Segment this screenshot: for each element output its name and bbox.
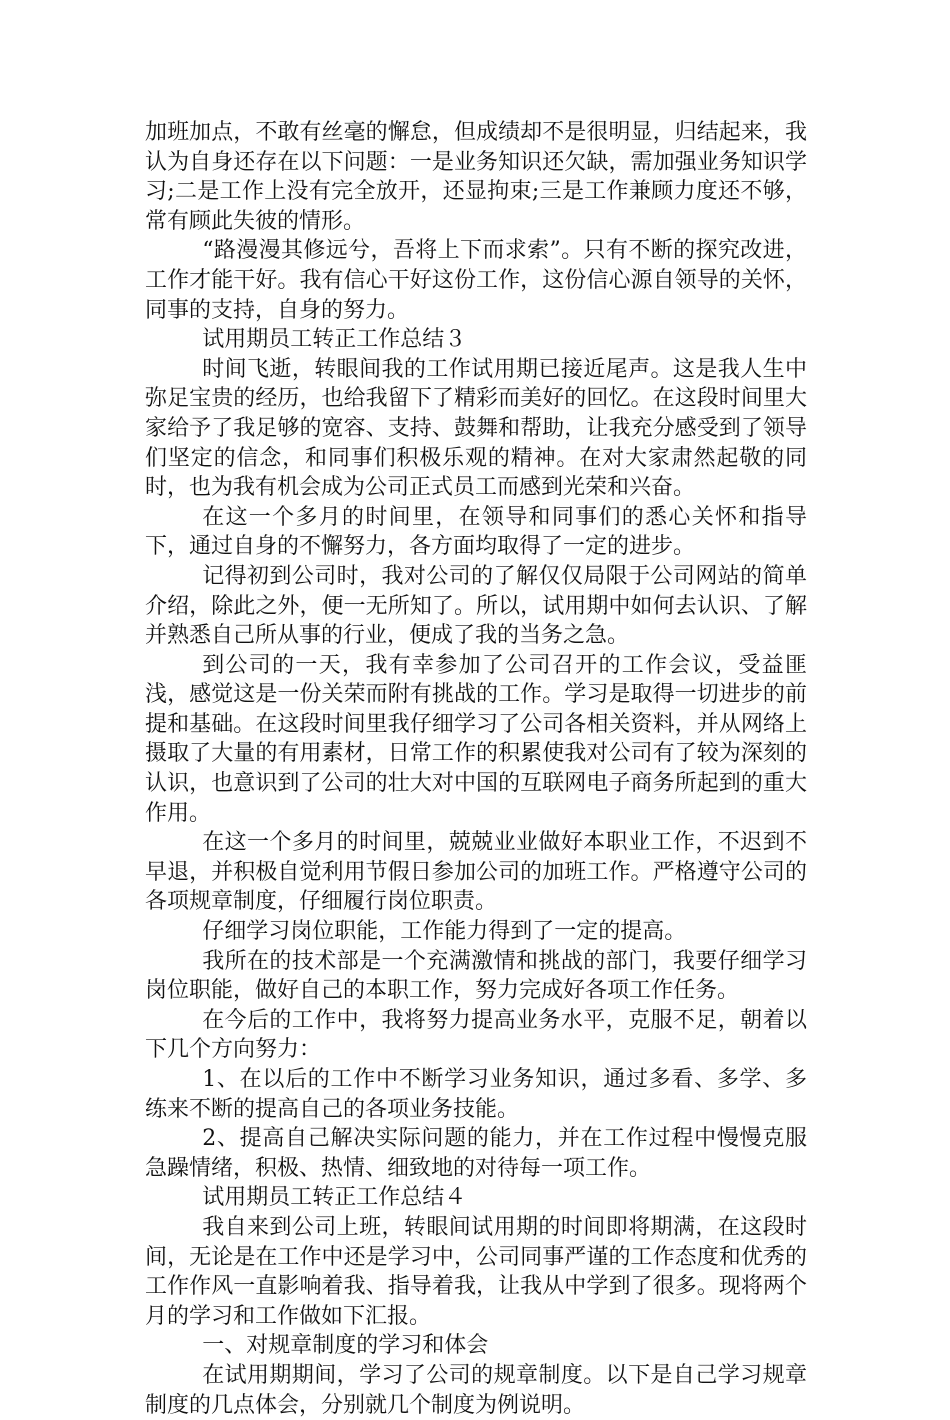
list-item: 1、在以后的工作中不断学习业务知识，通过多看、多学、多练来不断的提高自己的各项业务技能。 <box>145 1067 807 1122</box>
body-paragraph: 时间飞逝，转眼间我的工作试用期已接近尾声。这是我人生中弥足宝贵的经历，也给我留下了精彩而美好的回忆。在这段时间里大家给予了我足够的宽容、支持、鼓舞和帮助，让我充分感受到了领导们坚定的信念，和同事们积极乐观的精神。在对大家肃然起敬的同时，也为我有机会成为公司正式员工而感到光荣和兴奋。 <box>145 356 807 501</box>
body-paragraph: 在这一个多月的时间里，在领导和同事们的悉心关怀和指导下，通过自身的不懈努力，各方面均取得了一定的进步。 <box>145 504 807 560</box>
body-paragraph: 在今后的工作中，我将努力提高业务水平，克服不足，朝着以下几个方向努力： <box>145 1007 807 1063</box>
section-heading: 试用期员工转正工作总结３ <box>202 327 467 353</box>
body-paragraph: 在试用期期间，学习了公司的规章制度。以下是自己学习规章制度的几点体会，分别就几个制度为例说明。 <box>145 1362 807 1418</box>
body-paragraph: 仔细学习岗位职能，工作能力得到了一定的提高。 <box>202 919 687 945</box>
body-paragraph: 加班加点，不敢有丝毫的懈怠，但成绩却不是很明显，归结起来，我认为自身还存在以下问题：一是业务知识还欠缺，需加强业务知识学习;二是工作上没有完全放开，还显拘束;三是工作兼顾力度还不够，常有顾此失彼的情形。 <box>145 120 807 234</box>
body-paragraph: 在这一个多月的时间里，兢兢业业做好本职业工作，不迟到不早退，并积极自觉利用节假日参加公司的加班工作。严格遵守公司的各项规章制度，仔细履行岗位职责。 <box>145 830 807 915</box>
list-item: 2、提高自己解决实际问题的能力，并在工作过程中慢慢克服急躁情绪，积极、热情、细致地的对待每一项工作。 <box>145 1126 807 1181</box>
body-paragraph: “路漫漫其修远兮，吾将上下而求索”。只有不断的探究改进，工作才能干好。我有信心干好这份工作，这份信心源自领导的关怀，同事的支持，自身的努力。 <box>145 238 807 323</box>
document-page <box>145 118 807 1420</box>
section-heading: 试用期员工转正工作总结４ <box>202 1185 467 1211</box>
subsection-heading: 一、对规章制度的学习和体会 <box>202 1333 489 1359</box>
body-paragraph: 记得初到公司时，我对公司的了解仅仅局限于公司网站的简单介绍，除此之外，便一无所知了。所以，试用期中如何去认识、了解并熟悉自己所从事的行业，便成了我的当务之急。 <box>145 563 807 649</box>
body-paragraph: 我所在的技术部是一个充满激情和挑战的部门，我要仔细学习岗位职能，做好自己的本职工作，努力完成好各项工作任务。 <box>145 948 807 1004</box>
body-paragraph: 我自来到公司上班，转眼间试用期的时间即将期满，在这段时间，无论是在工作中还是学习中，公司同事严谨的工作态度和优秀的工作作风一直影响着我、指导着我，让我从中学到了很多。现将两个月的学习和工作做如下汇报。 <box>145 1214 807 1329</box>
body-paragraph: 到公司的一天，我有幸参加了公司召开的工作会议，受益匪浅，感觉这是一份关荣而附有挑战的工作。学习是取得一切进步的前提和基础。在这段时间里我仔细学习了公司各相关资料，并从网络上摄取了大量的有用素材，日常工作的积累使我对公司有了较为深刻的认识，也意识到了公司的壮大对中国的互联网电子商务所起到的重大作用。 <box>145 652 807 826</box>
